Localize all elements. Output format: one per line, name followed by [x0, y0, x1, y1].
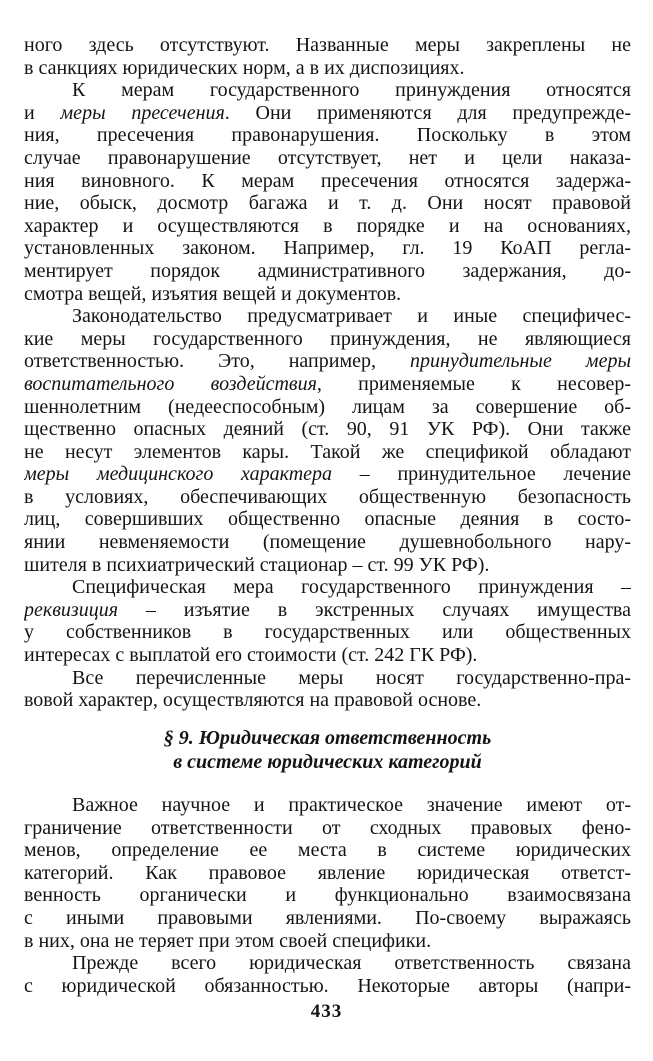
- text-line: характер и осуществляются в порядке и на основаниях,: [24, 214, 631, 237]
- text-line: воспитательного воздействия, применяемые к несовер-: [24, 372, 631, 395]
- text-line: К мерам государственного принуждения относятся: [72, 79, 631, 102]
- text-line: с юридической обязанностью. Некоторые авторы (напри-: [24, 974, 631, 997]
- section-heading: [24, 726, 631, 774]
- text-line: ния, пресечения правонарушения. Поскольку в этом: [24, 124, 631, 147]
- text-line: щественно опасных деяний (ст. 90, 91 УК РФ). Они также: [24, 418, 631, 441]
- text-line: менов, определение ее места в системе юридических: [24, 839, 631, 862]
- text-line: ния виновного. К мерам пресечения относятся задержа-: [24, 169, 631, 192]
- text-line: ответственностью. Это, например, принудительные меры: [24, 350, 631, 373]
- text-line: шителя в психиатрический стационар – ст. 99 УК РФ).: [24, 553, 490, 576]
- text-block-bottom: [24, 794, 631, 997]
- text-line: категорий. Как правовое явление юридическая ответст-: [24, 861, 631, 884]
- text-line: вовой характер, осуществляются на правовой основе.: [24, 689, 482, 712]
- italic-term: меры медицинского характера: [24, 463, 333, 486]
- section-heading-line-1: § 9. Юридическая ответственность: [163, 727, 492, 749]
- text-line: смотра вещей, изъятия вещей и документов.: [24, 282, 402, 305]
- text-line: в санкциях юридических норм, а в их диспозициях.: [24, 56, 465, 79]
- text-line: кие меры государственного принуждения, не являющиеся: [24, 327, 631, 350]
- text-line: в них, она не теряет при этом своей специфики.: [24, 929, 432, 952]
- text-line: ние, обыск, досмотр багажа и т. д. Они носят правовой: [24, 192, 631, 215]
- text-line: в условиях, обеспечивающих общественную безопасность: [24, 485, 631, 508]
- text-line: интересах с выплатой его стоимости (ст. 242 ГК РФ).: [24, 644, 478, 667]
- italic-term: реквизиция: [24, 598, 119, 621]
- text-line: Законодательство предусматривает и иные специфичес-: [72, 305, 631, 328]
- text-line: Прежде всего юридическая ответственность связана: [72, 952, 631, 975]
- text-line: у собственников в государственных или общественных: [24, 621, 631, 644]
- text-line: с иными правовыми явлениями. По-своему выражаясь: [24, 906, 631, 929]
- text-line: Важное научное и практическое значение имеют от-: [72, 794, 631, 816]
- text-line: Все перечисленные меры носят государственно-пра-: [72, 666, 631, 689]
- text-line: Специфическая мера государственного принуждения –: [72, 576, 631, 599]
- text-line: лиц, совершивших общественно опасные деяния в состо-: [24, 508, 631, 531]
- italic-term: воспитательного воздействия: [24, 372, 317, 395]
- text-line: реквизиция – изъятие в экстренных случаях имущества: [24, 598, 631, 621]
- text-line: случае правонарушение отсутствует, нет и цели наказа-: [24, 146, 631, 169]
- text-line: и меры пресечения. Они применяются для предупрежде-: [24, 101, 631, 124]
- text-line: не несут элементов кары. Такой же спецификой обладают: [24, 440, 631, 463]
- text-line: граничение ответственности от сходных правовых фено-: [24, 816, 631, 839]
- page-number: 433: [310, 1001, 343, 1022]
- text-line: венность органически и функционально взаимосвязана: [24, 884, 631, 907]
- italic-term: принудительные меры: [409, 350, 631, 373]
- text-line: ментирует порядок административного задержания, до-: [24, 259, 631, 282]
- text-line: установленных законом. Например, гл. 19 КоАП регла-: [24, 237, 631, 260]
- text-line: янии невменяемости (помещение душевнобольного нару-: [24, 531, 631, 554]
- text-block-top: [24, 34, 631, 712]
- italic-term: меры пресечения: [60, 101, 225, 124]
- text-line: меры медицинского характера – принудительное лечение: [24, 463, 631, 486]
- text-line: шеннолетним (недееспособным) лицам за совершение об-: [24, 395, 631, 418]
- text-line: ного здесь отсутствуют. Названные меры закреплены не: [24, 34, 631, 56]
- section-heading-line-2: в системе юридических категорий: [173, 751, 482, 773]
